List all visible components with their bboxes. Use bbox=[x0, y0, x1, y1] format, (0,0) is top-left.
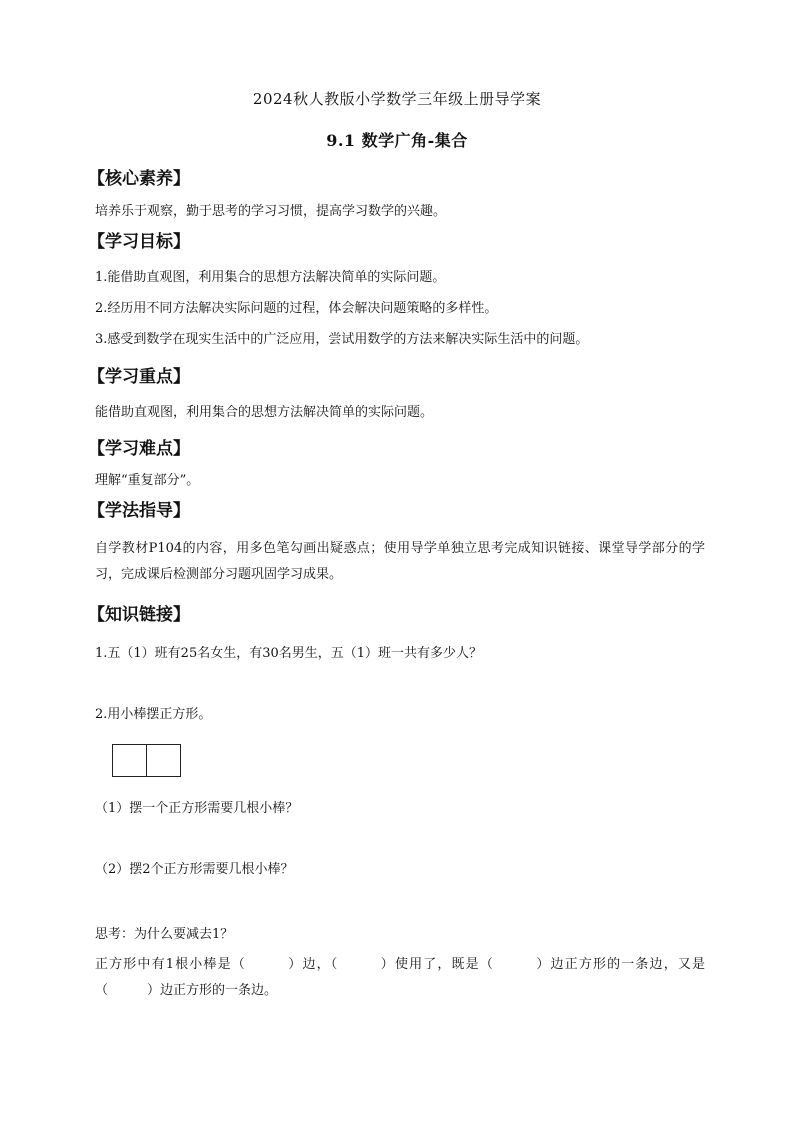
knowledge-question-2-part-2: （2）摆2个正方形需要几根小棒？ bbox=[95, 862, 294, 877]
learning-goal-2: 2.经历用不同方法解决实际问题的过程，体会解决问题策略的多样性。 bbox=[95, 301, 498, 316]
knowledge-question-2: 2.用小棒摆正方形。 bbox=[95, 707, 212, 722]
learning-difficulty-text: 理解“重复部分”。 bbox=[95, 473, 200, 488]
knowledge-question-1: 1.五（1）班有25名女生，有30名男生，五（1）班一共有多少人？ bbox=[95, 646, 483, 661]
thinking-prompt: 思考：为什么要减去1？ bbox=[95, 927, 234, 942]
learning-goal-1: 1.能借助直观图，利用集合的思想方法解决简单的实际问题。 bbox=[95, 270, 446, 285]
left-square bbox=[112, 744, 147, 777]
lesson-title: 9.1 数学广角-集合 bbox=[326, 131, 468, 150]
study-method-text: 自学教材P104的内容，用多色笔勾画出疑惑点；使用导学单独立思考完成知识链接、课堂导学部分的学习，完成课后检测部分习题巩固学习成果。 bbox=[95, 541, 705, 582]
heading-learning-focus: 【学习重点】 bbox=[88, 367, 190, 387]
two-square-stick-figure bbox=[112, 744, 182, 777]
learning-goal-3: 3.感受到数学在现实生活中的广泛应用，尝试用数学的方法来解决实际生活中的问题。 bbox=[95, 332, 589, 347]
heading-core-literacy: 【核心素养】 bbox=[88, 169, 190, 189]
heading-learning-difficulty: 【学习难点】 bbox=[88, 439, 190, 459]
knowledge-question-2-part-1: （1）摆一个正方形需要几根小棒？ bbox=[95, 801, 299, 816]
heading-knowledge-link: 【知识链接】 bbox=[88, 605, 190, 625]
heading-study-method: 【学法指导】 bbox=[88, 501, 190, 521]
document-title: 2024秋人教版小学数学三年级上册导学案 bbox=[252, 90, 542, 108]
core-literacy-text: 培养乐于观察，勤于思考的学习习惯，提高学习数学的兴趣。 bbox=[95, 204, 447, 219]
learning-focus-text: 能借助直观图，利用集合的思想方法解决简单的实际问题。 bbox=[95, 405, 434, 420]
right-square bbox=[146, 744, 181, 777]
fill-in-blank-sentence: 正方形中有1根小棒是（ ）边，（ ）使用了，既是（ ）边正方形的一条边，又是（ ）边正方形的一条边。 bbox=[95, 957, 705, 998]
heading-learning-goals: 【学习目标】 bbox=[88, 232, 190, 252]
